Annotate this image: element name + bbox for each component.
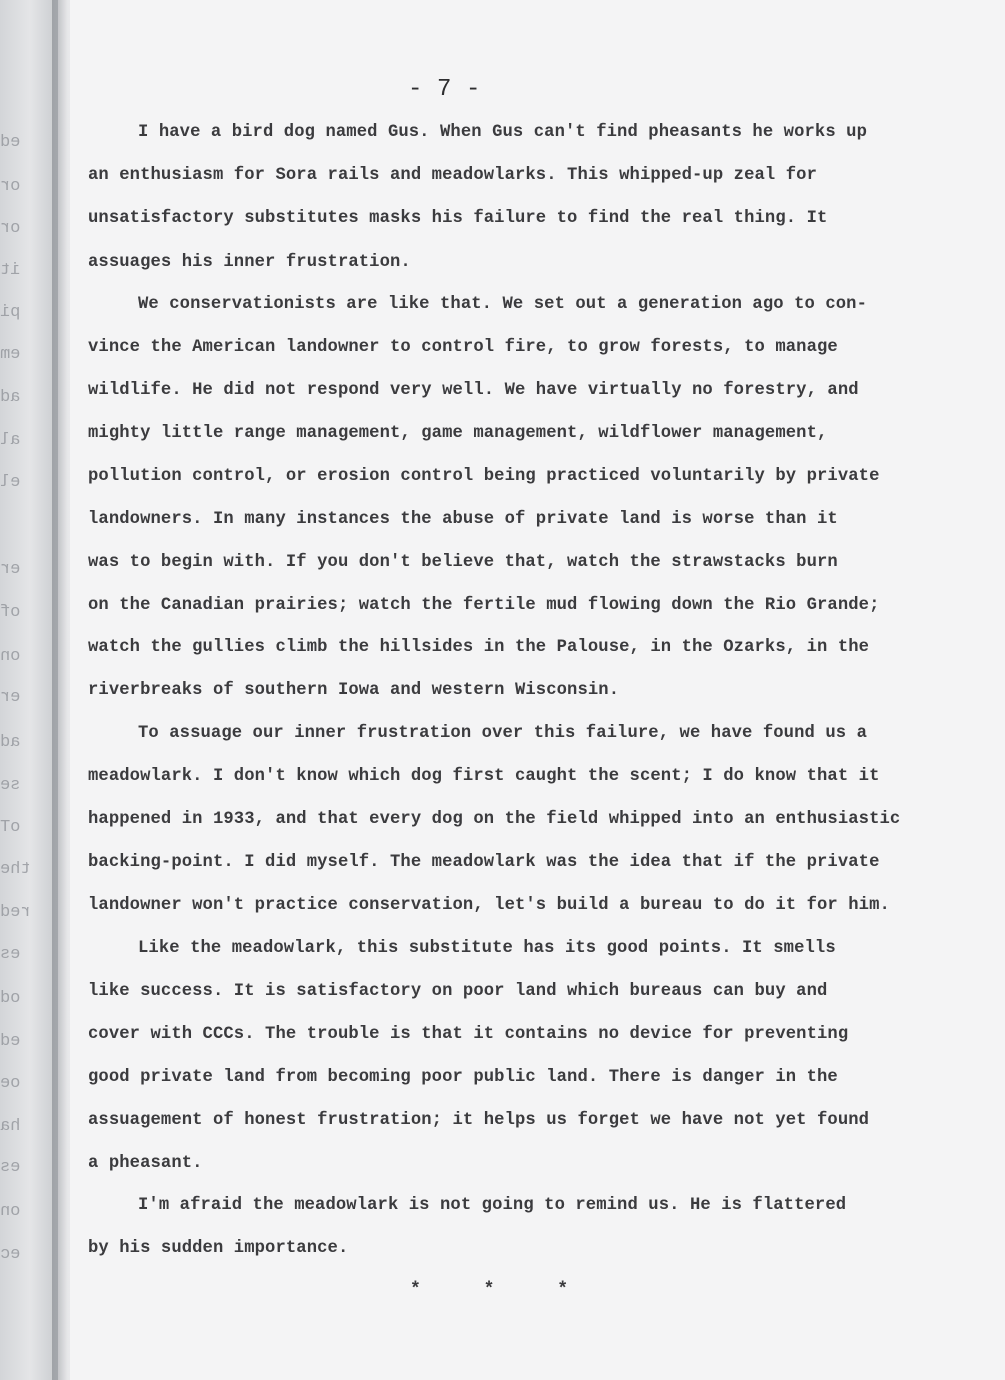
bleed-text: er [0,560,21,579]
text-line: cover with CCCs. The trouble is that it contains no device for preventing [88,1025,849,1044]
bleed-text: ha [0,1117,21,1136]
text-line: unsatisfactory substitutes masks his failure to find the real thing. It [88,209,828,228]
text-line: was to begin with. If you don't believe that, watch the strawstacks burn [88,553,838,572]
text-line: mighty little range management, game management, wildflower management, [88,424,828,443]
facing-page-edge [0,0,58,1380]
text-line: Like the meadowlark, this substitute has its good points. It smells [138,939,836,958]
text-line: To assuage our inner frustration over this failure, we have found us a [138,724,867,743]
bleed-text: oT [0,818,21,837]
text-line: watch the gullies climb the hillsides in the Palouse, in the Ozarks, in the [88,638,870,657]
bleed-text: ad [0,733,21,752]
bleed-text: ad [0,388,21,407]
bleed-text: on [0,647,21,666]
bleed-text: or [0,219,21,238]
text-line: assuages his inner frustration. [88,253,411,272]
bleed-text: ed [0,1032,21,1051]
text-line: a pheasant. [88,1154,203,1173]
bleed-text: on [0,1202,21,1221]
text-line: landowners. In many instances the abuse of private land is worse than it [88,510,838,529]
bleed-text: es [0,1158,21,1177]
text-line: happened in 1933, and that every dog on the field whipped into an enthusiastic [88,810,901,829]
bleed-text: the [0,860,31,879]
text-line: assuagement of honest frustration; it helps us forget we have not yet found [88,1111,870,1130]
bleed-text: pi [0,303,21,322]
bleed-text: er [0,688,21,707]
bleed-text: ec [0,1245,21,1264]
bleed-text: se [0,776,21,795]
text-line: riverbreaks of southern Iowa and western Wisconsin. [88,681,620,700]
bleed-text: es [0,945,21,964]
text-line: meadowlark. I don't know which dog first caught the scent; I do know that it [88,767,880,786]
bleed-text: oe [0,1074,21,1093]
text-line: like success. It is satisfactory on poor land which bureaus can buy and [88,982,828,1001]
section-end-asterisks: * * * [410,1280,595,1300]
text-line: I have a bird dog named Gus. When Gus can't find pheasants he works up [138,123,867,142]
text-line: backing-point. I did myself. The meadowlark was the idea that if the private [88,853,880,872]
text-line: pollution control, or erosion control being practiced voluntarily by private [88,467,880,486]
text-line: landowner won't practice conservation, let's build a bureau to do it for him. [88,896,890,915]
bleed-text: em [0,345,21,364]
text-line: good private land from becoming poor public land. There is danger in the [88,1068,838,1087]
bleed-text: ed [0,133,21,152]
bleed-text: red [0,903,31,922]
bleed-text: el [0,473,21,492]
bleed-text: od [0,989,21,1008]
bleed-text: al [0,431,21,450]
text-line: I'm afraid the meadowlark is not going to remind us. He is flattered [138,1196,847,1215]
text-line: an enthusiasm for Sora rails and meadowlarks. This whipped-up zeal for [88,166,817,185]
typed-page [70,0,1005,1380]
bleed-text: of [0,603,21,622]
text-line: wildlife. He did not respond very well. We have virtually no forestry, and [88,381,859,400]
text-line: vince the American landowner to control fire, to grow forests, to manage [88,338,838,357]
page-number: - 7 - [408,76,481,103]
bleed-text: it [0,261,21,280]
bleed-text: or [0,177,21,196]
text-line: on the Canadian prairies; watch the fertile mud flowing down the Rio Grande; [88,596,880,615]
text-line: by his sudden importance. [88,1239,349,1258]
text-line: We conservationists are like that. We set out a generation ago to con- [138,295,867,314]
